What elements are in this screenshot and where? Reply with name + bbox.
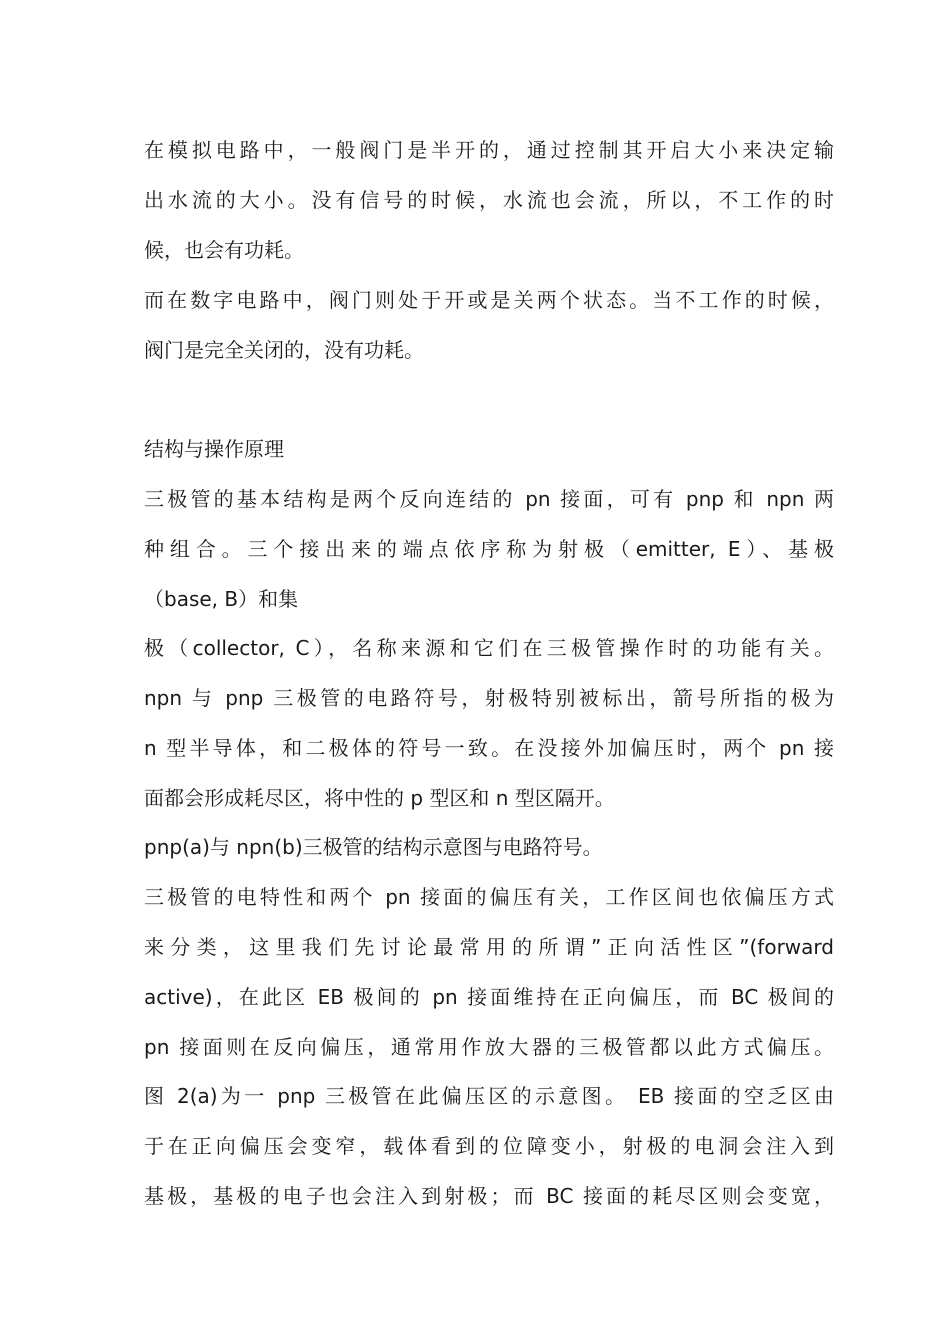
paragraph-line: 而在数字电路中，阀门则处于开或是关两个状态。当不工作的时候， (144, 288, 834, 312)
paragraph-line: （base, B）和集 (144, 587, 299, 611)
paragraph-line: 出水流的大小。没有信号的时候，水流也会流，所以，不工作的时 (144, 188, 834, 212)
paragraph-line: 极（collector, C），名称来源和它们在三极管操作时的功能有关。 (144, 636, 834, 660)
paragraph-line: npn 与 pnp 三极管的电路符号，射极特别被标出，箭号所指的极为 (144, 686, 834, 710)
paragraph-line: 图 2(a)为一 pnp 三极管在此偏压区的示意图。 EB 接面的空乏区由 (144, 1084, 834, 1108)
paragraph-line: 三极管的电特性和两个 pn 接面的偏压有关，工作区间也依偏压方式 (144, 885, 834, 909)
paragraph-line: 候，也会有功耗。 (144, 238, 304, 262)
paragraph-line: 种组合。三个接出来的端点依序称为射极（emitter, E）、基极 (144, 537, 834, 561)
paragraph-line: 基极，基极的电子也会注入到射极；而 BC 接面的耗尽区则会变宽， (144, 1184, 834, 1208)
paragraph-line: 面都会形成耗尽区，将中性的 p 型区和 n 型区隔开。 (144, 786, 615, 810)
section-heading: 结构与操作原理 (144, 437, 284, 461)
figure-caption-line: pnp(a)与 npn(b)三极管的结构示意图与电路符号。 (144, 835, 603, 859)
paragraph-line: n 型半导体，和二极体的符号一致。在没接外加偏压时，两个 pn 接 (144, 736, 834, 760)
paragraph-line: 于在正向偏压会变窄，载体看到的位障变小，射极的电洞会注入到 (144, 1134, 834, 1158)
paragraph-line: 三极管的基本结构是两个反向连结的 pn 接面，可有 pnp 和 npn 两 (144, 487, 834, 511)
paragraph-line: pn 接面则在反向偏压，通常用作放大器的三极管都以此方式偏压。 (144, 1035, 834, 1059)
paragraph-line: 来分类，这里我们先讨论最常用的所谓”正向活性区”(forward (144, 935, 834, 959)
paragraph-line: 阀门是完全关闭的，没有功耗。 (144, 338, 424, 362)
paragraph-line: 在模拟电路中，一般阀门是半开的，通过控制其开启大小来决定输 (144, 138, 834, 162)
blank-line (144, 384, 834, 416)
paragraph-line: active)，在此区 EB 极间的 pn 接面维持在正向偏压，而 BC 极间的 (144, 985, 834, 1009)
